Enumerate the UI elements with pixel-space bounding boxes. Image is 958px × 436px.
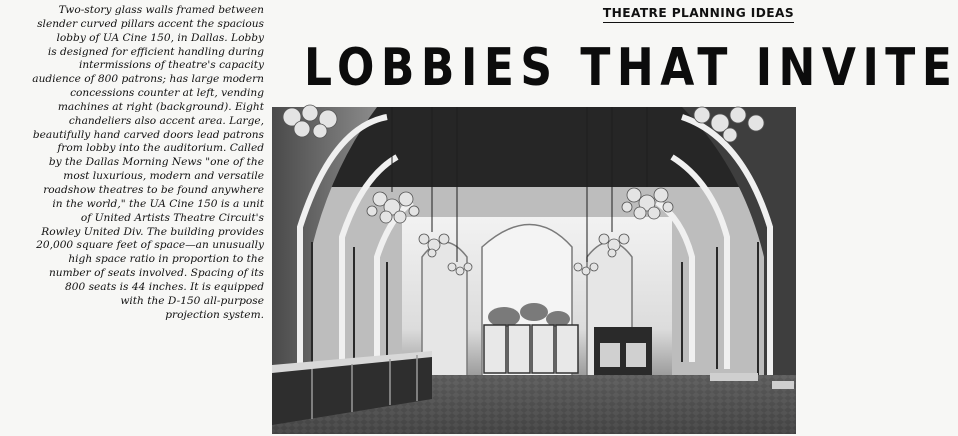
caption-line: projection system. (165, 308, 264, 321)
caption-line: from lobby into the auditorium. Called (57, 142, 264, 155)
caption-line: machines at right (background). Eight (57, 100, 264, 113)
caption-line: most luxurious, modern and versatile (63, 170, 264, 183)
headline: LOBBIES THAT INVITE (304, 38, 958, 99)
caption-line: beautifully hand carved doors lead patrons (32, 128, 264, 141)
caption-line: 20,000 square feet of space—an unusually (36, 239, 264, 252)
caption-line: concessions counter at left, vending (70, 87, 264, 100)
caption-line: number of seats involved. Spacing of its (48, 267, 264, 280)
caption-line: chandeliers also accent area. Large, (68, 114, 264, 127)
caption-line: Rowley United Div. The building provides (41, 225, 264, 238)
caption-line: lobby of UA Cine 150, in Dallas. Lobby (56, 31, 264, 44)
caption-line: high space ratio in proportion to the (68, 253, 264, 266)
caption-line: audience of 800 patrons; has large modern (32, 73, 264, 86)
caption-line: Two-story glass walls framed between (58, 4, 264, 16)
lobby-photo (272, 107, 796, 434)
caption-line: is designed for efficient handling during (47, 45, 264, 58)
caption-line: intermissions of theatre's capacity (78, 59, 264, 72)
caption-line: with the D-150 all-purpose (120, 294, 264, 307)
photo-caption (6, 4, 264, 322)
caption-line: by the Dallas Morning News "one of the (48, 156, 264, 169)
section-label: THEATRE PLANNING IDEAS (603, 6, 794, 23)
caption-line: 800 seats is 44 inches. It is equipped (65, 280, 264, 293)
caption-line: in the world," the UA Cine 150 is a unit (52, 197, 264, 210)
caption-line: slender curved pillars accent the spacious (37, 17, 264, 30)
caption-line: roadshow theatres to be found anywhere (43, 183, 264, 196)
caption-line: of United Artists Theatre Circuit's (80, 211, 264, 224)
